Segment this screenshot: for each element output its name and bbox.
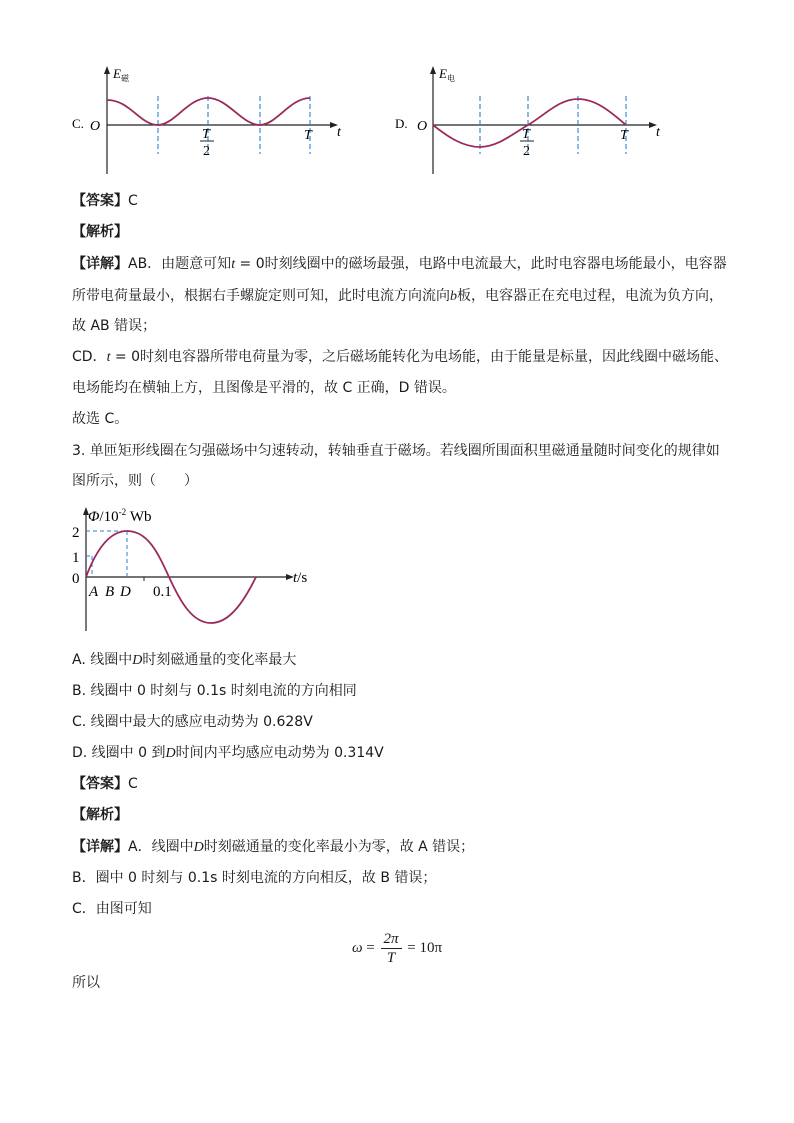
formula-lhs: ω [351,940,363,956]
figure-d-ylabel: $E_电$ [439,66,455,83]
q2-detail-line-3: 故 AB 错误； [72,318,157,334]
q3-point-b: B [105,584,115,600]
figure-c-y-arrow [104,66,110,74]
formula-eq: = [362,940,379,956]
q3-analysis-tag: 【解析】 [72,807,128,823]
q3-answer: 【答案】C [72,776,138,792]
figure-c-ylabel: $E_磁$ [113,66,129,83]
figure-d-half-den: 2 [523,144,530,159]
q3-x-tick-01: 0.1 [153,584,172,600]
figure-c-half-den: 2 [203,144,210,159]
q2-answer: 【答案】C [72,193,138,209]
q3-stem-line-2: 图所示，则（ ） [72,473,198,489]
q2-detail-line-5: 电场能均在横轴上方，且图像是平滑的，故 C 正确，D 错误。 [72,380,456,396]
q3-detail-c: C．由图可知 [72,901,152,917]
figure-d-full: T [620,128,628,143]
q3-omega-formula [0,930,794,967]
formula-numerator: 2π [381,930,402,949]
figure-c-xlabel: t [337,125,341,140]
q3-point-d: D [120,584,131,600]
formula-denominator: T [386,950,396,966]
q3-option-b: B. 线圈中 0 时刻与 0.1s 时刻电流的方向相同 [72,683,357,699]
q3-y-label: $\Phi/10^{-2}$ Wb [88,507,152,525]
q3-flux-graph [68,505,328,633]
q3-point-a: A [89,584,99,600]
q2-detail-line-4: CD．t = 0时刻电容器所带电荷量为零，之后磁场能转化为电场能，由于能量是标量，因此线圈中磁场能、 [72,349,728,365]
figure-d [393,62,683,180]
q2-detail-line-2: 所带电荷量最小，根据右手螺旋定则可知，此时电流方向流向b板，电容器正在充电过程，电流为负方向， [72,288,723,304]
figure-d-xlabel: t [656,125,660,140]
q3-detail-b: B．圈中 0 时刻与 0.1s 时刻电流的方向相反，故 B 错误； [72,870,437,886]
q2-detail-line-1: 【详解】AB．由题意可知t = 0时刻线圈中的磁场最强，电路中电流最大，此时电容器电场能最小，电容器 [72,256,727,272]
figure-c-origin: O [90,119,101,134]
figure-c [70,62,360,180]
q3-option-c: C. 线圈中最大的感应电动势为 0.628V [72,714,313,730]
figure-d-y-arrow [430,66,436,74]
q3-so: 所以 [72,975,100,991]
figure-d-origin: O [417,119,428,134]
q3-stem-line-1: 3. 单匝矩形线圈在匀强磁场中匀速转动，转轴垂直于磁场。若线圈所围面积里磁通量随时间变化的规律如 [72,443,720,459]
q3-y-tick-2: 2 [72,525,80,541]
q3-y-tick-0: 0 [72,571,80,587]
q3-option-d: D. 线圈中 0 到D时间内平均感应电动势为 0.314V [72,745,384,761]
q2-analysis-tag: 【解析】 [72,224,128,240]
figure-c-half-num: T [202,127,210,142]
figure-d-label: D. [395,116,408,131]
q3-option-a: A. 线圈中D时刻磁通量的变化率最大 [72,652,297,668]
figure-d-half-num: T [522,127,530,142]
q2-choose: 故选 C。 [72,411,129,427]
q3-y-tick-1: 1 [72,550,80,566]
formula-rhs: = 10π [403,940,443,956]
figure-c-full: T [304,128,312,143]
figure-c-label: C. [72,116,84,131]
q3-detail-a: 【详解】A．线圈中D时刻磁通量的变化率最小为零，故 A 错误； [72,839,475,855]
q3-x-label: t/s [293,570,308,586]
